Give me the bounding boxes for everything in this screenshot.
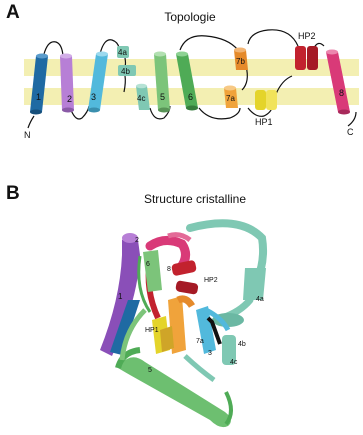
helix-4c-label: 4c <box>137 94 146 103</box>
helix-5-label: 5 <box>160 92 166 102</box>
crystal-label-6: 6 <box>146 261 150 268</box>
panel-b-title: Structure cristalline <box>143 192 247 206</box>
crystal-label-4b: 4b <box>238 341 246 348</box>
helix-6-label: 6 <box>188 92 194 102</box>
crystal-label-hp1: HP1 <box>145 327 159 334</box>
crystal-label-7a: 7a <box>196 338 204 345</box>
helix-8-label: 8 <box>339 88 345 98</box>
crystal-label-8: 8 <box>167 266 171 273</box>
crystal-label-1: 1 <box>118 292 123 301</box>
panel-b-letter: B <box>6 183 20 204</box>
helix-3-label: 3 <box>91 92 97 102</box>
c-terminus-label: C <box>347 127 354 137</box>
hairpin-1-helices <box>255 90 277 110</box>
crystal-label-2: 2 <box>135 237 139 244</box>
panel-a-title: Topologie <box>164 10 216 24</box>
helix-1-label: 1 <box>36 92 42 102</box>
helix-4a-label: 4a <box>118 48 127 57</box>
n-terminus-label: N <box>24 130 31 140</box>
crystal-label-4a: 4a <box>256 296 264 303</box>
helix-7a-label: 7a <box>226 94 235 103</box>
panel-a-letter: A <box>6 2 20 23</box>
helix-7b-label: 7b <box>236 57 245 66</box>
crystal-label-5: 5 <box>148 367 152 374</box>
crystal-structure <box>100 223 266 427</box>
helix-4b-label: 4b <box>121 67 130 76</box>
crystal-label-4c: 4c <box>230 359 238 366</box>
hp1-label: HP1 <box>255 117 273 127</box>
crystal-label-3: 3 <box>208 350 212 357</box>
hp2-label: HP2 <box>298 31 316 41</box>
helix-2-label: 2 <box>67 94 73 104</box>
crystal-label-hp2: HP2 <box>204 277 218 284</box>
